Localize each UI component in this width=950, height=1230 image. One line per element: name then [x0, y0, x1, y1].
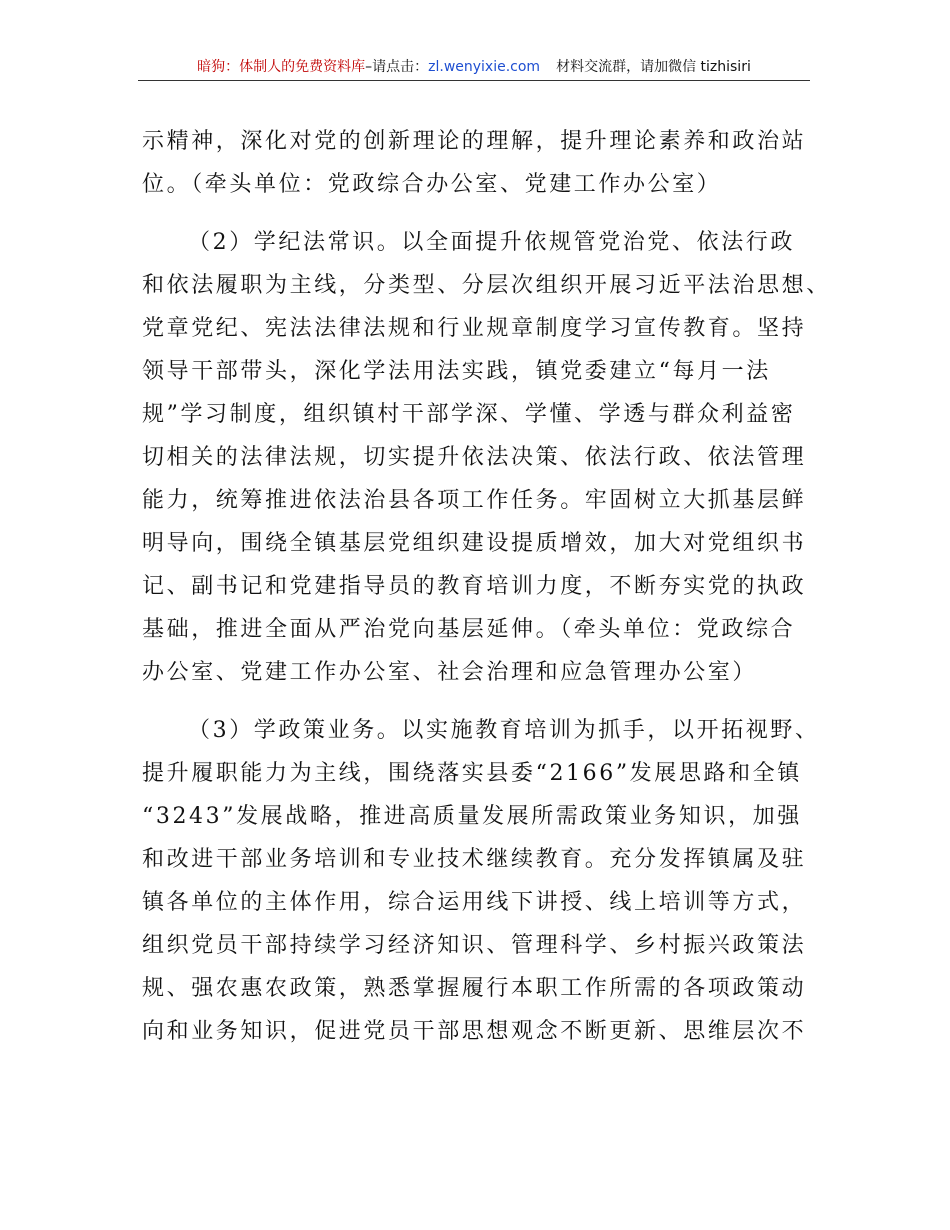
- page-header: [138, 56, 810, 81]
- text-line: 向和业务知识，促进党员干部思想观念不断更新、思维层次不: [142, 1019, 807, 1044]
- text-line: “3243”发展战略，推进高质量发展所需政策业务知识，加强: [142, 804, 802, 829]
- header-brand: 暗狗：体制人的免费资料库: [197, 59, 366, 75]
- text-line: （3）学政策业务。以实施教育培训为抓手，以开拓视野、: [188, 718, 820, 743]
- document-body: [142, 120, 831, 1053]
- text-line: 切相关的法律法规，切实提升依法决策、依法行政、依法管理: [142, 445, 807, 470]
- header-prompt: –请点击：: [365, 59, 429, 75]
- text-line: 和依法履职为主线，分类型、分层次组织开展习近平法治思想、: [142, 273, 831, 298]
- text-line: 领导干部带头，深化学法用法实践，镇党委建立“每月一法: [142, 359, 771, 384]
- text-line: 示精神，深化对党的创新理论的理解，提升理论素养和政治站: [142, 129, 807, 154]
- text-line: 组织党员干部持续学习经济知识、管理科学、乡村振兴政策法: [142, 933, 807, 958]
- text-line: 规、强农惠农政策，熟悉掌握履行本职工作所需的各项政策动: [142, 976, 807, 1001]
- text-line: 明导向，围绕全镇基层党组织建设提质增效，加大对党组织书: [142, 531, 807, 556]
- text-line: 基础，推进全面从严治党向基层延伸。（牵头单位：党政综合: [142, 617, 796, 642]
- header-contact: 材料交流群，请加微信 tizhisiri: [556, 59, 751, 75]
- text-line: 和改进干部业务培训和专业技术继续教育。充分发挥镇属及驻: [142, 847, 807, 872]
- text-line: 规”学习制度，组织镇村干部学深、学懂、学透与群众利益密: [142, 402, 796, 427]
- text-line: 能力，统筹推进依法治县各项工作任务。牢固树立大抓基层鲜: [142, 488, 807, 513]
- text-line: 镇各单位的主体作用，综合运用线下讲授、线上培训等方式，: [142, 890, 807, 915]
- text-line: （2）学纪法常识。以全面提升依规管党治党、依法行政: [188, 230, 795, 255]
- paragraph-policy-study: [142, 709, 820, 1053]
- text-line: 党章党纪、宪法法律法规和行业规章制度学习宣传教育。坚持: [142, 316, 807, 341]
- paragraph-laws-study: [142, 221, 831, 694]
- paragraph-continued: [142, 120, 812, 206]
- text-line: 位。（牵头单位：党政综合办公室、党建工作办公室）: [142, 172, 722, 197]
- text-line: 提升履职能力为主线，围绕落实县委“2166”发展思路和全镇: [142, 761, 802, 786]
- text-line: 记、副书记和党建指导员的教育培训力度，不断夯实党的执政: [142, 574, 807, 599]
- text-line: 办公室、党建工作办公室、社会治理和应急管理办公室）: [142, 660, 758, 685]
- header-url-link[interactable]: zl.wenyixie.com: [428, 59, 541, 75]
